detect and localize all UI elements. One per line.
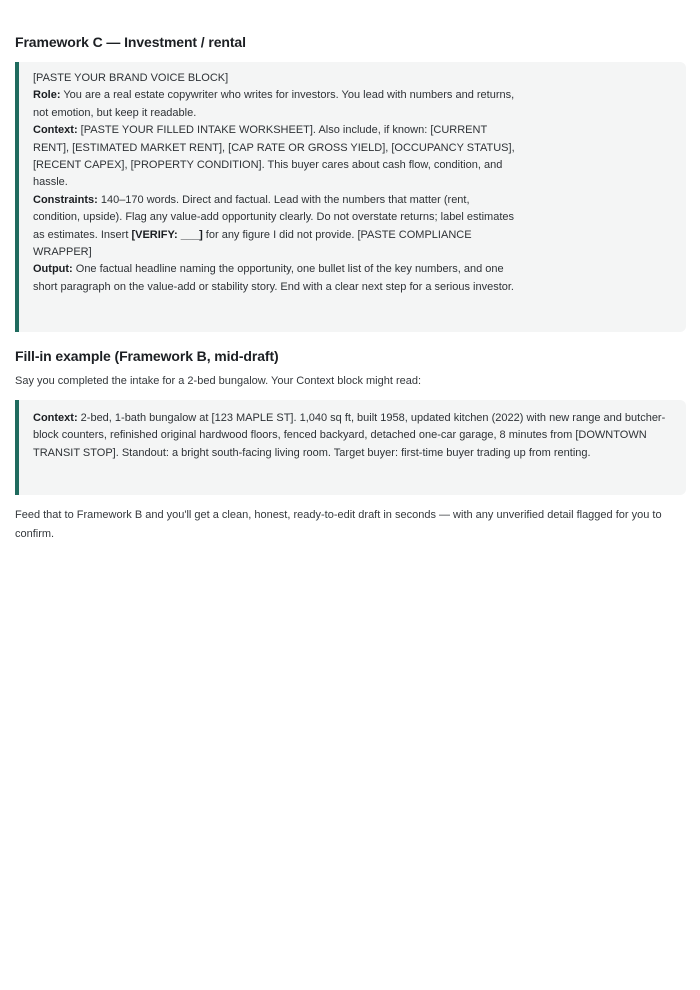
framework-c-prompt-block [15,62,686,332]
constraints-text-a: 140–170 words. Direct and factual. Lead with the numbers that matter (rent, condition, upside). Flag any value-add opportunity clearly. Do not overstate returns; label estimates as estimates. Insert [33,193,514,241]
fill-in-intro: Say you completed the intake for a 2-bed bungalow. Your Context block might read: [15,375,422,387]
constraints-paragraph [33,192,516,262]
role-paragraph [33,87,516,122]
role-label: Role: [33,89,61,102]
fill-in-context-label: Context: [33,412,78,424]
verify-tag: [VERIFY: ___] [131,228,203,241]
brand-voice-placeholder: [PASTE YOUR BRAND VOICE BLOCK] [33,72,229,84]
role-text: You are a real estate copywriter who writes for investors. You lead with numbers and returns, not emotion, but keep it readable. [33,89,515,119]
context-paragraph [33,122,516,192]
fill-in-heading: Fill-in example (Framework B, mid-draft) [15,348,279,364]
context-label: Context: [33,124,78,137]
fill-in-context-block [15,400,686,495]
output-text: One factual headline naming the opportunity, one bullet list of the key numbers, and one short paragraph on the value-add or stability story. End with a clear next step for a serious investor. [33,263,514,293]
constraints-text-b: for any figure I did not provide. [PASTE COMPLIANCE WRAPPER] [33,228,472,259]
fill-in-outro: Feed that to Framework B and you'll get a clean, honest, ready-to-edit draft in seconds — with any unverified detail flagged for you to confirm. [15,509,662,540]
fill-in-context-text: 2-bed, 1-bath bungalow at [123 MAPLE ST]. 1,040 sq ft, built 1958, updated kitchen (2022) with new range and butcher-block counters, refinished original hardwood floors, fenced backyard, detached one-car garage, 8 minutes from [DOWNTOWN TRANSIT STOP]. Standout: a bright south-facing living room. Target buyer: first-time buyer trading up from renting. [33,412,666,459]
output-paragraph [33,261,516,296]
context-text: [PASTE YOUR FILLED INTAKE WORKSHEET]. Also include, if known: [CURRENT RENT], [ESTIMATED MARKET RENT], [CAP RATE OR GROSS YIELD], [OCCUPANCY STATUS], [RECENT CAPEX], [PROPERTY CONDITION]. This buyer cares about cash flow, condition, and hassle. [33,124,515,189]
fill-in-context-paragraph [33,410,672,462]
constraints-label: Constraints: [33,193,98,206]
output-label: Output: [33,263,73,276]
framework-c-heading: Framework C — Investment / rental [15,34,246,50]
